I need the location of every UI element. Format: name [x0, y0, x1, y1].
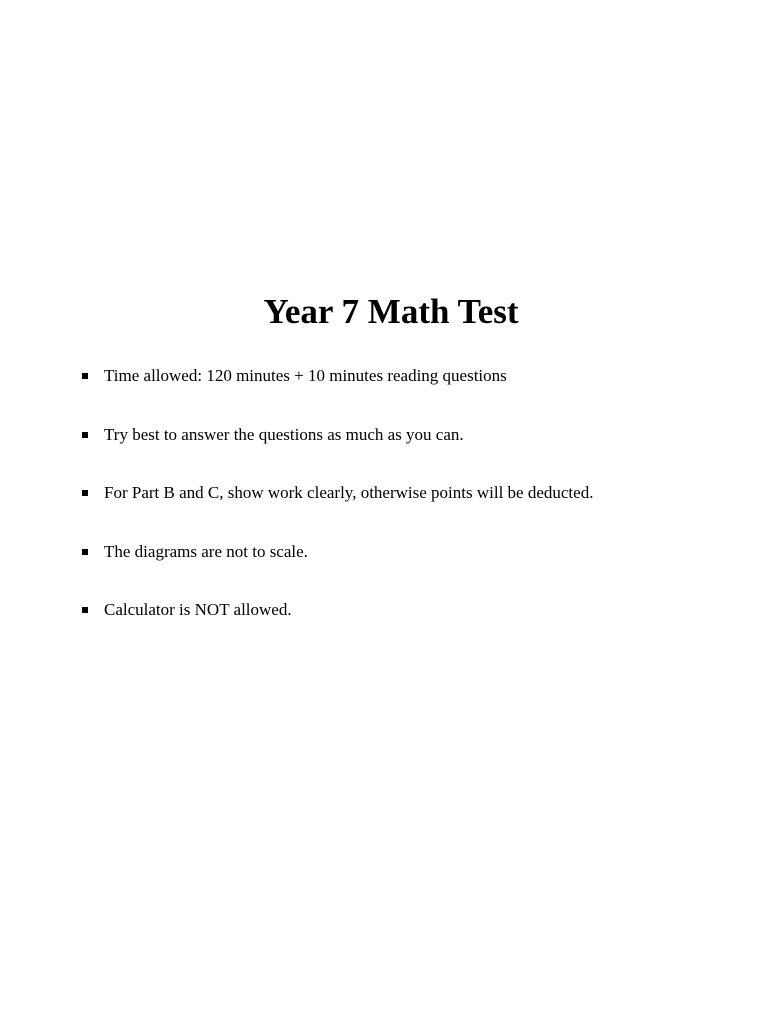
square-bullet-icon [82, 432, 88, 438]
instruction-item [0, 422, 768, 481]
instruction-item [0, 363, 768, 422]
square-bullet-icon [82, 490, 88, 496]
instruction-text: The diagrams are not to scale. [104, 541, 308, 561]
instruction-text: Calculator is NOT allowed. [104, 600, 292, 619]
instruction-item [0, 597, 768, 656]
instruction-text: For Part B and C, show work clearly, otherwise points will be deducted. [104, 483, 594, 502]
page-title: Year 7 Math Test [263, 292, 519, 331]
square-bullet-icon [82, 549, 88, 555]
instruction-list [0, 363, 768, 656]
instruction-item [0, 539, 768, 598]
square-bullet-icon [82, 373, 88, 379]
instruction-item [0, 480, 768, 539]
instruction-text: Time allowed: 120 minutes + 10 minutes reading questions [104, 366, 507, 385]
instruction-text: Try best to answer the questions as much as you can. [104, 424, 464, 444]
square-bullet-icon [82, 607, 88, 613]
